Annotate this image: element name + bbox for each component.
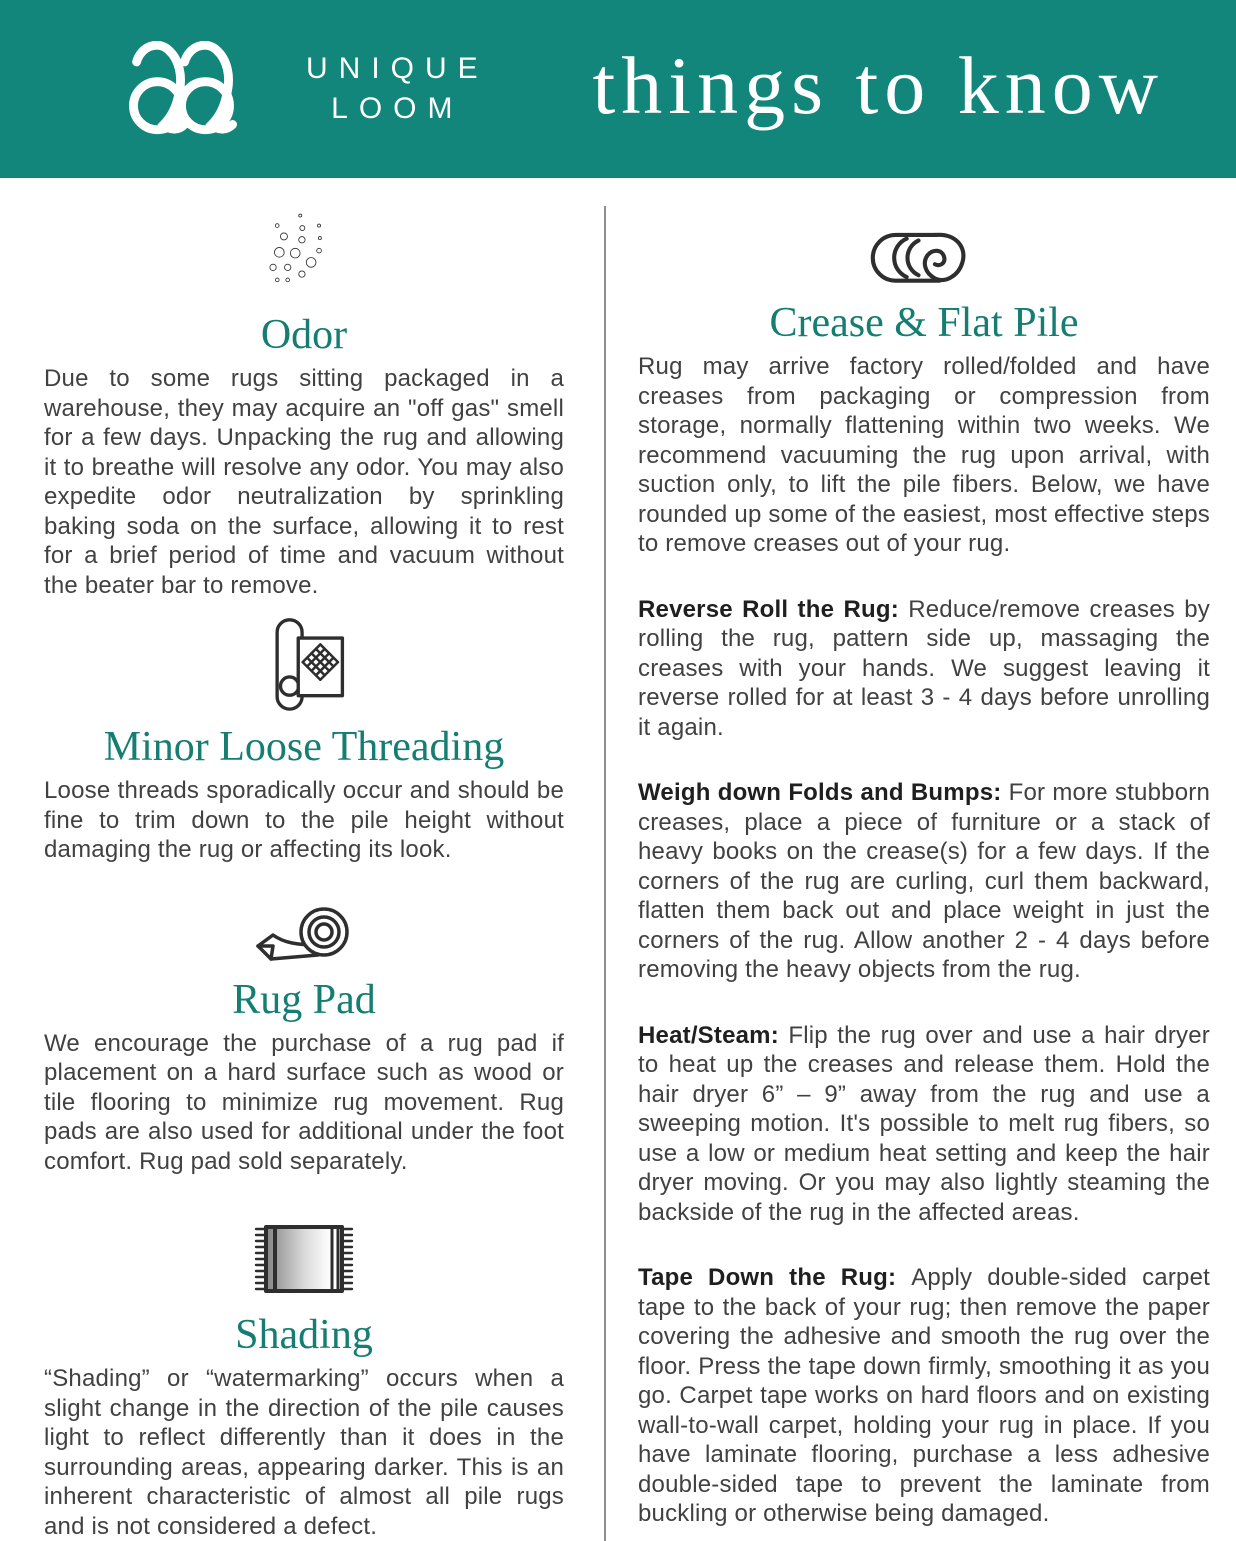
paragraph-tape-down [638,1263,1210,1529]
section-title-loose-threading: Minor Loose Threading [103,724,505,770]
section-body-odor: Due to some rugs sitting packaged in a warehouse, they may acquire an "off gas" smell for a few days. Unpacking the rug and allowing it to breathe will resolve any odor. You may also expedite odor neutralization by sprinkling baking soda on the surface, allowing it to rest for a brief period of time and vacuum without the beater bar to remove. [44,365,564,599]
section-title-shading: Shading [235,1312,373,1358]
rolled-rug-thread-swatch-icon [256,616,352,712]
column-divider [604,206,606,1541]
paragraph-lead-tape-down: Tape Down the Rug: [638,1264,912,1291]
right-column [638,178,1210,1541]
section-body-rug-pad: We encourage the purchase of a rug pad if placement on a hard surface such as wood or tile flooring to minimize rug movement. Rug pads are also used for additional under the foot comfort. Rug pad sold separately. [44,1029,564,1175]
section-shading [44,1218,564,1541]
section-title-odor: Odor [260,312,348,358]
section-rug-pad [44,895,564,1177]
unique-loom-logo-icon [108,41,280,137]
paragraph-body-reverse-roll: Reduce/remove creases by rolling the rug, pattern side up, massaging the creases with your hands. We suggest leaving it reverse rolled for at least 3 - 4 days before unrolling it again. [638,595,1210,741]
page-title: things to know [592,40,1164,131]
brand-wordmark [306,49,489,129]
paragraph-body-tape-down: Apply double-sided carpet tape to the back of your rug; then remove the paper covering the adhesive and smooth the rug over the floor. Press the tape down firmly, smoothing it as you go. Carpet tape works on hard floors and on existing wall-to-wall carpet, holding your rug in place. If you have laminate flooring, purchase a less adhesive double-sided tape to prevent the laminate from buckling or otherwise being damaged. [638,1264,1211,1527]
paragraph-body-weigh-down: For more stubborn creases, place a piece of furniture or a stack of heavy books on the crease(s) for a few days. If the corners of the rug are curling, curl them backward, flatten them back out and place weight in just the corners of the rug. Allow another 2 - 4 days before removing the heavy objects from the rug. [638,779,1210,983]
paragraph-reverse-roll [638,595,1210,743]
shaded-rug-fringe-icon [248,1220,360,1300]
rug-pad-roll-icon [252,899,357,965]
rolled-rug-side-spiral-icon [863,224,985,288]
paragraph-weigh-down [638,778,1210,985]
paragraph-lead-heat-steam: Heat/Steam: [638,1021,789,1049]
section-title-rug-pad: Rug Pad [232,976,376,1023]
section-loose-threading [44,616,564,865]
brand [108,41,489,137]
paragraph-lead-reverse-roll: Reverse Roll the Rug: [638,595,909,623]
section-title-crease-flat-pile: Crease & Flat Pile [769,300,1079,346]
header-banner [0,0,1236,178]
section-body-shading: “Shading” or “watermarking” occurs when a slight change in the direction of the pile causes light to reflect differently than it does in the surrounding areas, appearing darker. This is an inherent characteristic of almost all pile rugs and is not considered a defect. [44,1365,564,1540]
brand-line-loom: LOOM [331,92,464,125]
paragraph-lead-weigh-down: Weigh down Folds and Bumps: [638,779,1009,806]
section-crease-flat-pile [638,222,1210,559]
section-intro-crease-flat-pile: Rug may arrive factory rolled/folded and have creases from packaging or compression from storage, normally flattening within two weeks. We recommend vacuuming the rug upon arrival, with suction only, to lift the pile fibers. Below, we have rounded up some of the easiest, most effective steps to remove creases out of your rug. [638,353,1210,557]
paragraph-body-heat-steam: Flip the rug over and use a hair dryer to heat up the creases and release them. Hold the hair dryer 6” – 9” away from the rug and use a sweeping motion. It's possible to melt rug fibers, so use a low or medium heat setting and keep the hair dryer moving. Or you may also lightly steaming the backside of the rug in the affected areas. [638,1021,1210,1226]
brand-line-unique: UNIQUE [306,52,489,85]
paragraph-heat-steam [638,1021,1210,1228]
section-body-loose-threading: Loose threads sporadically occur and should be fine to trim down to the pile height without damaging the rug or affecting its look. [44,777,564,863]
left-column [44,178,564,1541]
content [0,178,1236,1541]
odor-sprinkle-dots-icon [258,208,350,300]
section-odor [44,206,564,600]
